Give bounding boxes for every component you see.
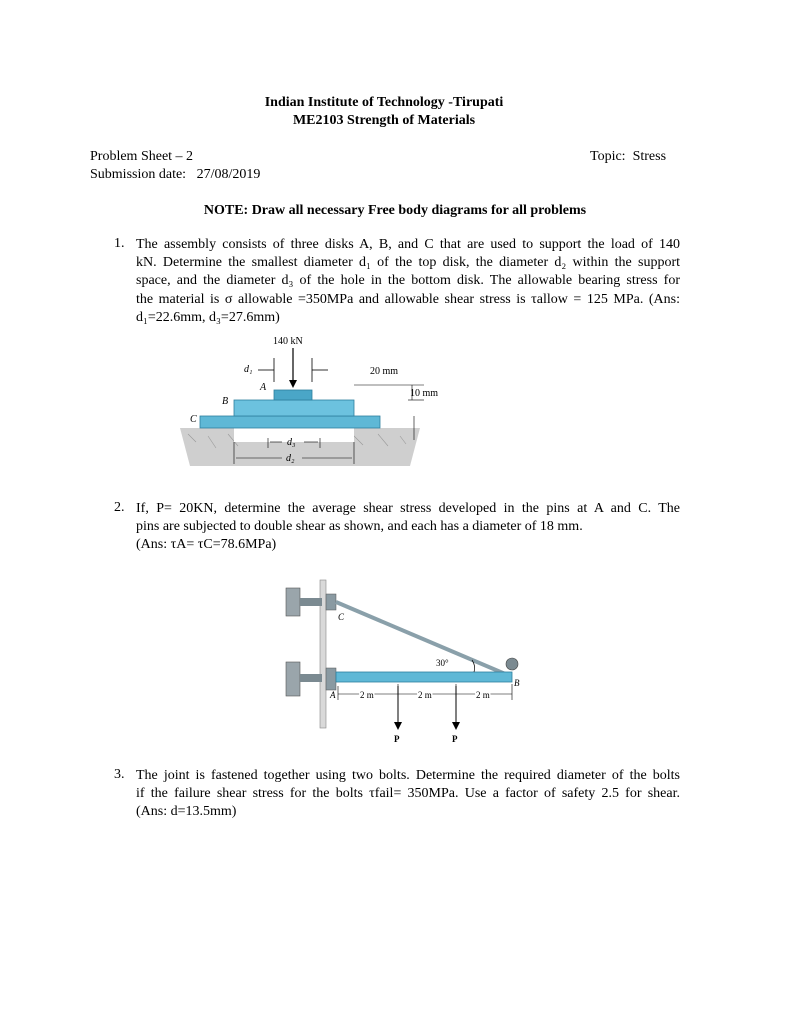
d3-label: d₃ bbox=[287, 437, 296, 448]
problem-2-text bbox=[136, 500, 680, 555]
problem-3-number: 3. bbox=[114, 767, 125, 782]
problem-3-text bbox=[136, 767, 680, 822]
label-b: B bbox=[514, 678, 520, 688]
load-2-label: P bbox=[452, 734, 458, 744]
inclined-rod bbox=[336, 602, 510, 676]
d2-label: d₂ bbox=[286, 453, 295, 464]
problem-1-line: kN. Determine the smallest diameter d₁ of the top disk, the diameter d₂ within the support bbox=[136, 255, 680, 271]
problem-3-line: The joint is fastened together using two bolts. Determine the required diameter of the bolts bbox=[136, 768, 680, 783]
label-a: A bbox=[330, 690, 336, 700]
note-heading: NOTE: Draw all necessary Free body diagrams for all problems bbox=[203, 203, 587, 218]
load-1-label: P bbox=[394, 734, 400, 744]
label-c: C bbox=[190, 414, 197, 425]
dim-10-label: 10 mm bbox=[410, 388, 439, 399]
problem-2-line: (Ans: τA= τC=78.6MPa) bbox=[136, 537, 277, 553]
bracket-a bbox=[286, 662, 300, 696]
disk-c bbox=[200, 416, 380, 428]
d1-label: d₁ bbox=[244, 364, 253, 375]
load-label: 140 kN bbox=[273, 336, 303, 347]
bolt-a bbox=[300, 674, 322, 682]
label-a: A bbox=[260, 382, 267, 393]
problem-1-line: the material is σ allowable =350MPa and allowable shear stress is τallow = 125 MPa. (Ans: bbox=[136, 291, 680, 307]
problem-1-number: 1. bbox=[114, 236, 125, 251]
end-clevis bbox=[506, 658, 518, 670]
label-c: C bbox=[338, 612, 345, 622]
beam bbox=[336, 672, 512, 682]
problem-2-line: If, P= 20KN, determine the average shear stress developed in the pins at A and C. The bbox=[136, 501, 680, 516]
institute-title: Indian Institute of Technology -Tirupati bbox=[264, 95, 504, 110]
problem-2-number: 2. bbox=[114, 500, 125, 515]
problem-1-line: d₁=22.6mm, d₃=27.6mm) bbox=[136, 309, 280, 325]
submission-label: Submission date: bbox=[90, 167, 187, 182]
segment-1-label: 2 m bbox=[360, 690, 374, 700]
problem-2-line: pins are subjected to double shear as shown, and each has a diameter of 18 mm. bbox=[136, 519, 583, 535]
label-b: B bbox=[222, 396, 229, 407]
bracket-c bbox=[286, 588, 300, 616]
problem-1-line: space, and the diameter d₃ of the hole in the bottom disk. The allowable bearing stress for bbox=[136, 273, 680, 289]
pin-c bbox=[326, 594, 336, 610]
problem-3-line: if the failure shear stress for the bolts τfail= 350MPa. Use a factor of safety 2.5 for shear. bbox=[136, 786, 680, 802]
problem-3-line: (Ans: d=13.5mm) bbox=[136, 804, 237, 820]
bolt-c bbox=[300, 598, 322, 606]
segment-2-label: 2 m bbox=[418, 690, 432, 700]
submission-date: 27/08/2019 bbox=[196, 167, 261, 182]
disk-a bbox=[274, 390, 312, 400]
topic-label: Topic: Stress bbox=[590, 149, 667, 164]
dim-20-label: 20 mm bbox=[370, 366, 399, 377]
course-title: ME2103 Strength of Materials bbox=[292, 113, 476, 128]
submission-row bbox=[90, 166, 260, 184]
angle-label: 30° bbox=[436, 658, 449, 668]
pin-a bbox=[326, 668, 336, 690]
problem-1-text bbox=[136, 236, 680, 327]
figure-1-disk-assembly bbox=[178, 330, 439, 470]
disk-b bbox=[234, 400, 354, 416]
load-arrow-head bbox=[289, 380, 297, 388]
problem-sheet-label: Problem Sheet – 2 bbox=[90, 149, 194, 164]
segment-3-label: 2 m bbox=[476, 690, 490, 700]
problem-1-line: The assembly consists of three disks A, B, and C that are used to support the load of 140 bbox=[136, 237, 680, 252]
figure-2-bracket bbox=[276, 580, 526, 750]
